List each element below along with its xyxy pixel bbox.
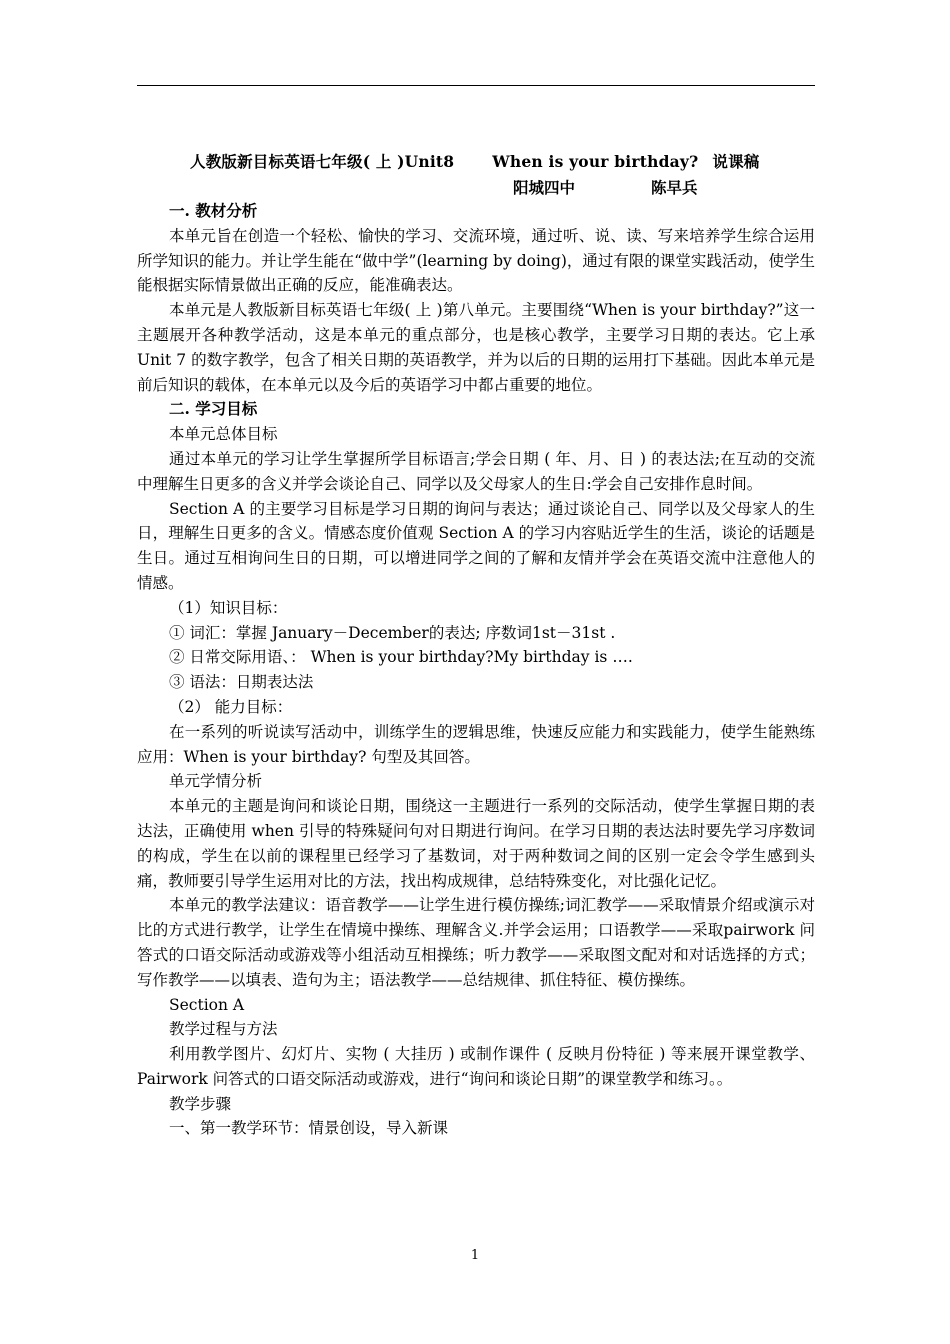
header-rule (137, 85, 815, 86)
subheading: 单元学情分析 (169, 772, 263, 791)
subheading: 教学步骤 (169, 1094, 232, 1113)
paragraph: 本单元是人教版新目标英语七年级( 上 )第八单元。主要围绕“When is your birthday?”这一主题展开各种教学活动，这是本单元的重点部分，也是核心教学，主要学习日期的表达。它上承Unit 7 的数字教学，包含了相关日期的英语教学，并为以后的日期的运用打下基础。因此本单元是前后知识的载体，在本单元以及今后的英语学习中都占重要的地位。 (137, 301, 815, 394)
paragraph: 本单元的主题是询问和谈论日期，围绕这一主题进行一系列的交际活动，使学生掌握日期的表达法，正确使用 when 引导的特殊疑问句对日期进行询问。在学习日期的表达法时要先学习序数词的构成，学生在以前的课程里已经学习了基数词，对于两种数词之间的区别一定会令学生感到头痛，教师要引导学生运用对比的方法，找出构成规律，总结特殊变化，对比强化记忆。 (137, 797, 815, 890)
school-name: 阳城四中 (513, 178, 576, 197)
step-heading: 一、第一教学环节：情景创设，导入新课 (169, 1119, 449, 1138)
author-name: 陈早兵 (651, 178, 698, 197)
title-part-3: 说课稿 (712, 152, 760, 171)
knowledge-objectives-label: （1）知识目标： (169, 598, 288, 617)
subheading: Section A (169, 995, 245, 1014)
subheading: 教学过程与方法 (169, 1020, 278, 1039)
ability-objectives-label: （2） 能力目标： (169, 697, 293, 716)
list-item: ② 日常交际用语、： When is your birthday?My birthday is …. (169, 648, 633, 667)
section-heading-objectives: 二. 学习目标 (169, 399, 258, 419)
paragraph: 利用教学图片、幻灯片、实物 ( 大挂历 ) 或制作课件 ( 反映月份特征 ) 等来展开课堂教学、 Pairwork 问答式的口语交际活动或游戏，进行“询问和谈论日期”的课堂教学和练习。。 (137, 1045, 815, 1088)
page-number: 1 (470, 1248, 480, 1263)
paragraph: 在一系列的听说读写活动中，训练学生的逻辑思维，快速反应能力和实践能力，使学生能熟练应用：When is your birthday? 句型及其回答。 (137, 722, 815, 766)
title-part-2: When is your birthday? (492, 152, 699, 171)
list-item: ③ 语法：日期表达法 (169, 673, 314, 692)
paragraph: 通过本单元的学习让学生掌握所学目标语言;学会日期 ( 年、月、日 ) 的表达法;在互动的交流中理解生日更多的含义并学会谈论自己、同学以及父母家人的生日:学会自己安排作息时间。 (137, 449, 815, 493)
paragraph: 本单元的教学法建议：语音教学——让学生进行模仿操练;词汇教学——采取情景介绍或演示对比的方式进行教学，让学生在情境中操练、理解含义.并学会运用；口语教学——采取pairwork 问答式的口语交际活动或游戏等小组活动互相操练；听力教学——采取图文配对和对话选择的方式；写作教学——以填表、造句为主；语法教学——总结规律、抓住特征、模仿操练。 (137, 896, 815, 989)
section-heading-analysis: 一. 教材分析 (169, 201, 258, 220)
paragraph: Section A 的主要学习目标是学习日期的询问与表达；通过谈论自己、同学以及父母家人的生日，理解生日更多的含义。情感态度价值观 Section A 的学习内容贴近学生的生活，谈论的话题是生日。通过互相询问生日的日期，可以增进同学之间的了解和友情并学会在英语交流中注意他人的情感。 (137, 499, 815, 592)
list-item: ① 词汇：掌握 January－December的表达; 序数词1st－31st . (169, 623, 616, 642)
document-title (190, 150, 759, 172)
document-body (137, 199, 815, 1141)
paragraph: 本单元旨在创造一个轻松、愉快的学习、交流环境，通过听、说、读、写来培养学生综合运用所学知识的能力。并让学生能在“做中学”(learning by doing)，通过有限的课堂实践活动，使学生能根据实际情景做出正确的反应，能准确表达。 (137, 226, 815, 295)
subheading: 本单元总体目标 (169, 425, 278, 444)
title-part-1: 人教版新目标英语七年级( 上 )Unit8 (190, 152, 455, 171)
author-line (513, 176, 698, 198)
